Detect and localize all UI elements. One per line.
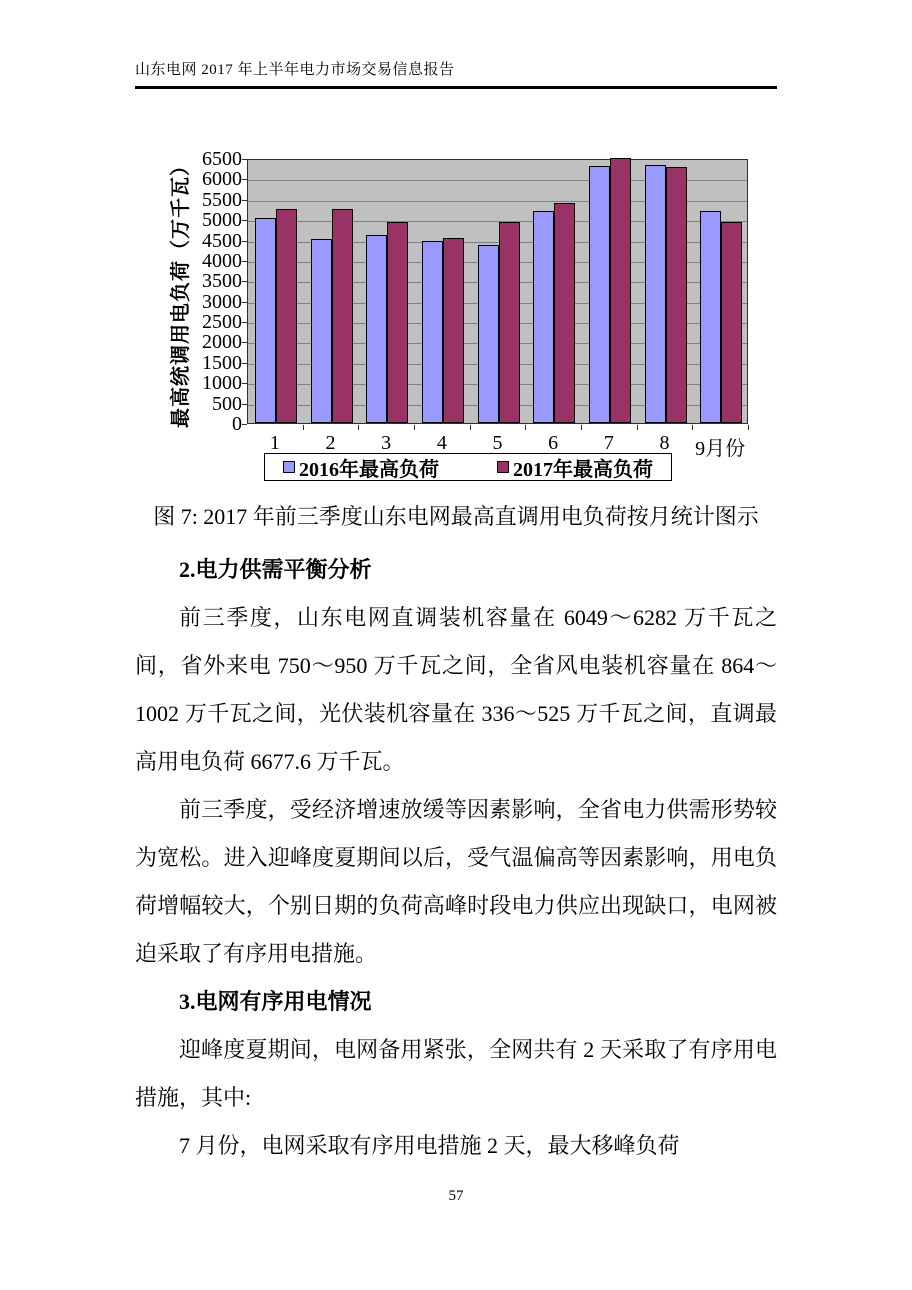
x-tick-label-8: 8 (659, 432, 670, 454)
y-tick-label-1500: 1500 (202, 351, 242, 374)
body-content (135, 546, 777, 1170)
y-tick-label-2500: 2500 (202, 311, 242, 334)
chart-legend (264, 453, 672, 481)
y-tick-label-3500: 3500 (202, 270, 242, 293)
y-tick-mark (242, 261, 247, 262)
bar-2016年最高负荷-9月份 (700, 211, 721, 423)
bar-2016年最高负荷-5 (478, 245, 499, 423)
y-tick-mark (242, 220, 247, 221)
bar-2017年最高负荷-2 (332, 209, 353, 423)
body-paragraph: 迎峰度夏期间，电网备用紧张，全网共有 2 天采取了有序用电措施，其中: (135, 1037, 777, 1110)
page-number: 57 (448, 1188, 464, 1204)
x-tick-label-9月份: 9月份 (695, 438, 746, 460)
section-heading-3: 3.电网有序用电情况 (179, 989, 372, 1014)
bar-2016年最高负荷-6 (533, 211, 554, 423)
section-heading-2: 2.电力供需平衡分析 (179, 557, 372, 582)
y-tick-mark (242, 342, 247, 343)
y-tick-label-6500: 6500 (202, 148, 242, 170)
x-tick-label-6: 6 (548, 432, 559, 454)
page-header-title: 山东电网 2017 年上半年电力市场交易信息报告 (135, 62, 455, 78)
y-tick-mark (242, 383, 247, 384)
bar-2016年最高负荷-2 (311, 239, 332, 423)
y-tick-mark (242, 302, 247, 303)
bar-2017年最高负荷-7 (610, 158, 631, 423)
legend-item (283, 453, 439, 482)
y-tick-mark (242, 281, 247, 282)
y-tick-mark (242, 424, 247, 425)
bar-2016年最高负荷-8 (645, 165, 666, 423)
y-tick-label-2000: 2000 (202, 331, 242, 354)
x-tick-label-4: 4 (436, 432, 447, 454)
x-tick-mark (414, 425, 415, 430)
x-tick-mark (637, 425, 638, 430)
y-tick-label-4000: 4000 (202, 249, 242, 272)
y-tick-label-5000: 5000 (202, 209, 242, 232)
y-tick-label-4500: 4500 (202, 229, 242, 252)
y-tick-label-6000: 6000 (202, 168, 242, 191)
y-tick-label-0: 0 (232, 413, 242, 435)
bar-2017年最高负荷-1 (276, 209, 297, 423)
y-tick-label-3000: 3000 (202, 290, 242, 313)
bar-2017年最高负荷-9月份 (721, 222, 742, 423)
y-tick-label-500: 500 (212, 392, 242, 415)
x-tick-mark (470, 425, 471, 430)
bar-2017年最高负荷-4 (443, 238, 464, 423)
bar-2017年最高负荷-3 (387, 222, 408, 423)
figure-caption: 图 7: 2017 年前三季度山东电网最高直调用电负荷按月统计图示 (153, 504, 759, 529)
y-tick-mark (242, 179, 247, 180)
x-tick-label-7: 7 (603, 432, 614, 454)
y-tick-label-5500: 5500 (202, 188, 242, 211)
legend-label: 2017年最高负荷 (513, 458, 653, 481)
bar-2016年最高负荷-4 (422, 241, 443, 423)
x-tick-mark (748, 425, 749, 430)
x-tick-mark (525, 425, 526, 430)
monthly-max-load-bar-chart (160, 140, 776, 490)
body-paragraph: 前三季度，受经济增速放缓等因素影响，全省电力供需形势较为宽松。进入迎峰度夏期间以后，受气温偏高等因素影响，用电负荷增幅较大，个别日期的负荷高峰时段电力供应出现缺口，电网被迫采取了有序用电措施。 (135, 797, 777, 966)
bar-2016年最高负荷-3 (366, 235, 387, 423)
legend-swatch-icon (497, 461, 509, 473)
y-tick-mark (242, 200, 247, 201)
y-tick-mark (242, 322, 247, 323)
body-paragraph: 7 月份，电网采取有序用电措施 2 天，最大移峰负荷 (179, 1133, 680, 1158)
y-tick-mark (242, 241, 247, 242)
x-tick-mark (358, 425, 359, 430)
x-tick-label-3: 3 (381, 432, 392, 454)
y-tick-mark (242, 404, 247, 405)
x-tick-label-1: 1 (269, 432, 280, 454)
y-axis-title: 最高统调用电负荷（万千瓦） (169, 155, 192, 428)
page-header (135, 58, 777, 89)
legend-item (497, 453, 653, 482)
y-tick-mark (242, 363, 247, 364)
bar-2016年最高负荷-7 (589, 166, 610, 423)
body-paragraph: 前三季度，山东电网直调装机容量在 6049～6282 万千瓦之间，省外来电 750～950 万千瓦之间，全省风电装机容量在 864～1002 万千瓦之间，光伏装机容量在 336～525 万千瓦之间，直调最高用电负荷 6677.6 万千瓦。 (135, 605, 777, 774)
x-tick-label-5: 5 (492, 432, 503, 454)
x-tick-mark (581, 425, 582, 430)
x-tick-label-2: 2 (325, 432, 336, 454)
legend-label: 2016年最高负荷 (299, 458, 439, 481)
x-tick-mark (303, 425, 304, 430)
legend-swatch-icon (283, 461, 295, 473)
plot-area (247, 159, 748, 424)
y-tick-label-1000: 1000 (202, 372, 242, 395)
bar-2017年最高负荷-8 (666, 167, 687, 423)
bar-2017年最高负荷-5 (499, 222, 520, 423)
x-tick-mark (692, 425, 693, 430)
y-tick-mark (242, 159, 247, 160)
bar-2016年最高负荷-1 (255, 218, 276, 423)
bar-2017年最高负荷-6 (554, 203, 575, 423)
